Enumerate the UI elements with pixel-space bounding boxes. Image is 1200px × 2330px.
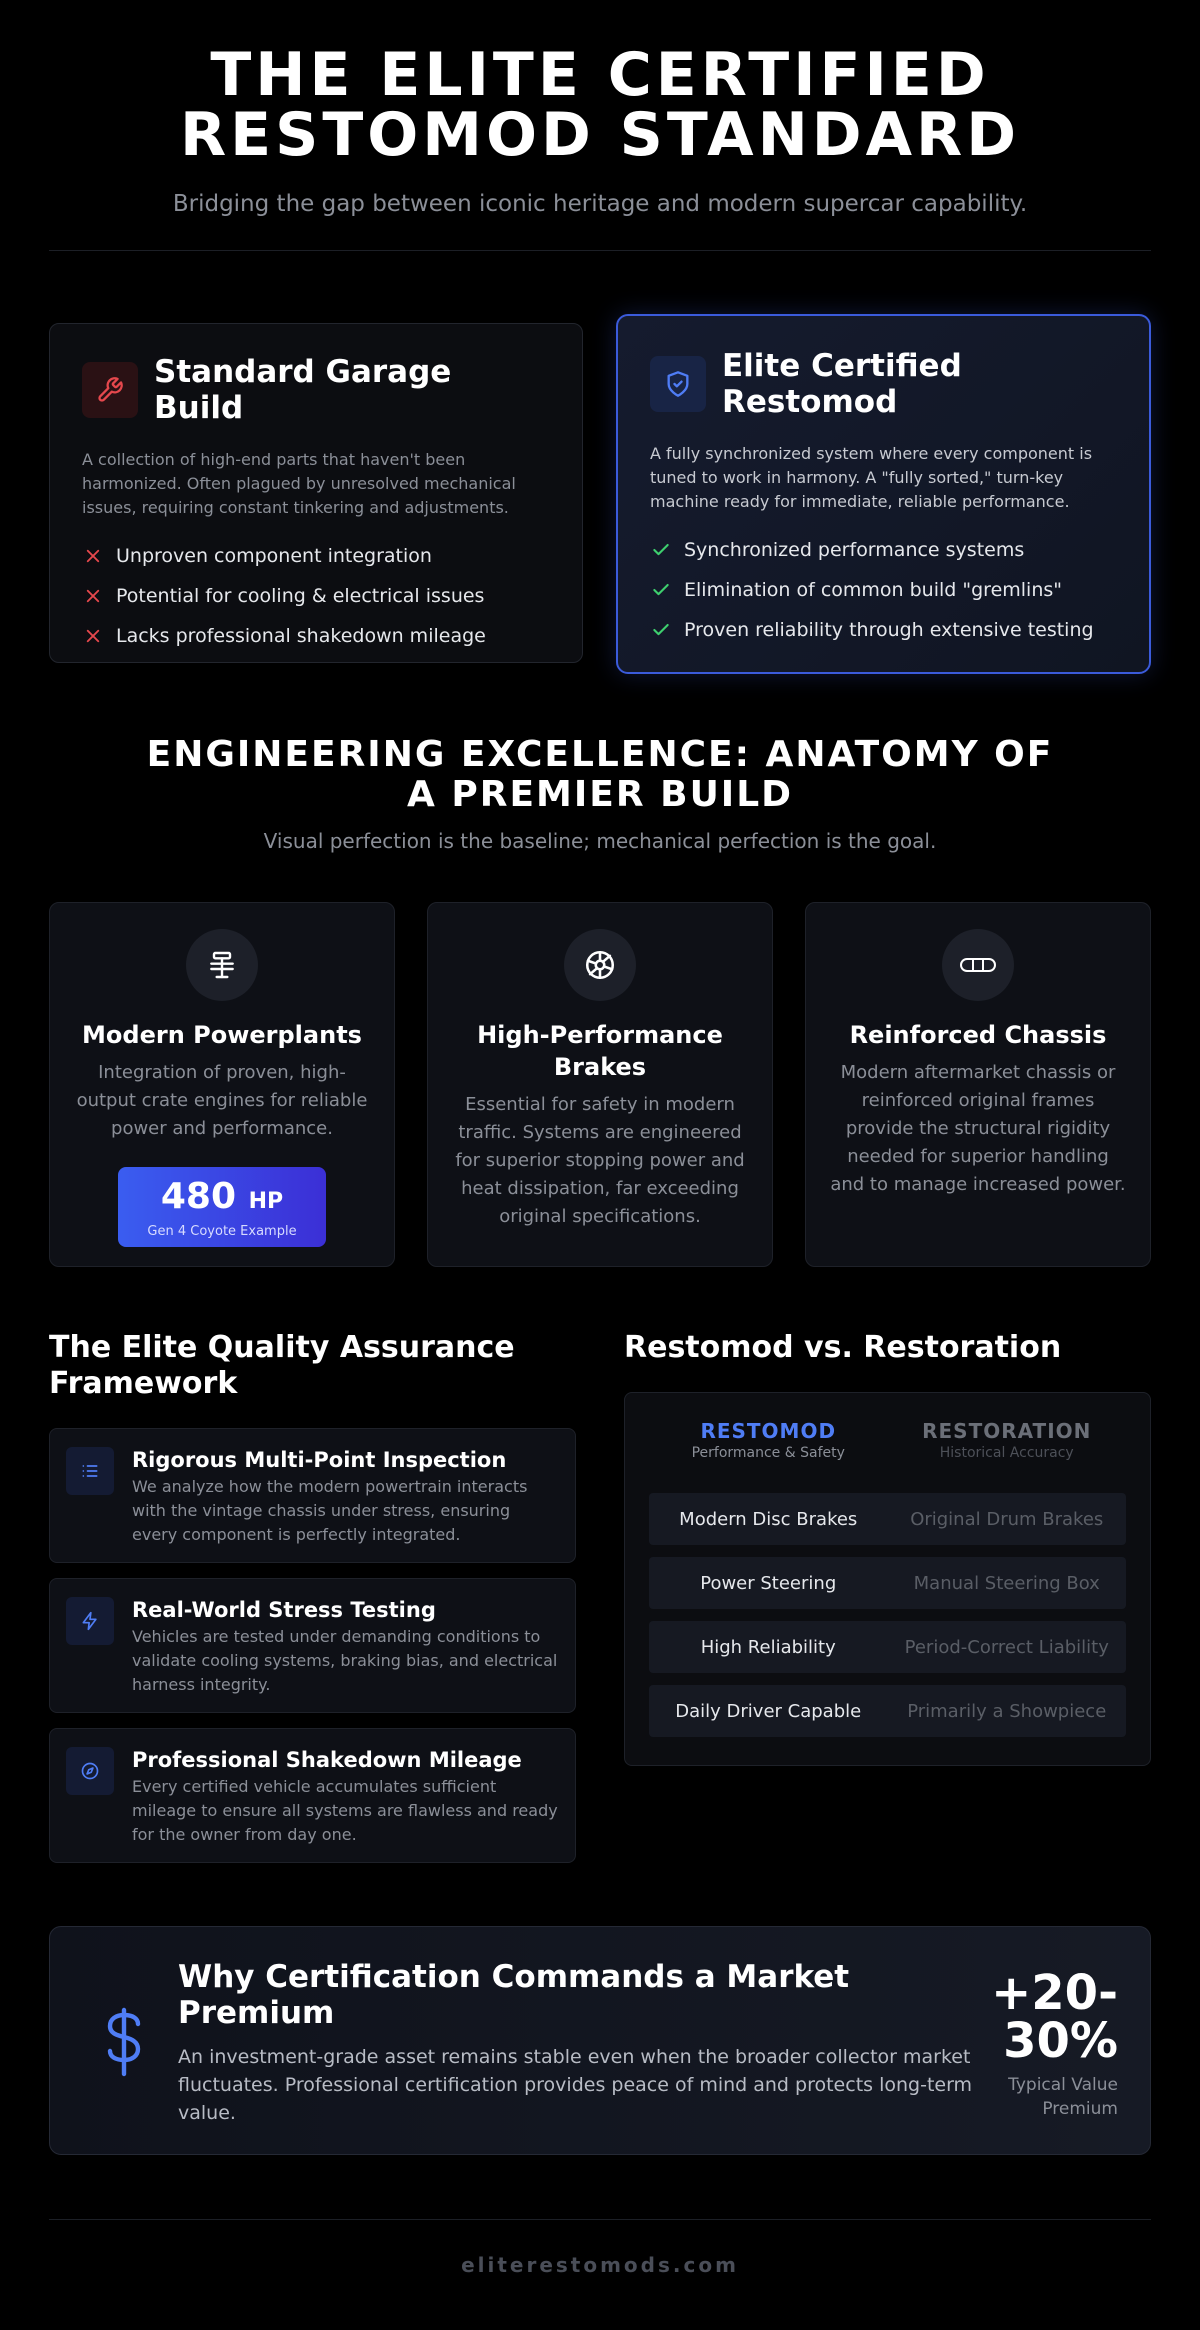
premium-stat [991,1965,1118,2121]
qa-item-description: Vehicles are tested under demanding conditions to validate cooling systems, braking bias, and electrical harness integrity. [132,1627,558,1694]
restoration-column-sub: Historical Accuracy [939,1445,1074,1461]
feature-title: Reinforced Chassis [849,1021,1107,1049]
list-item-text: Unproven component integration [116,545,432,567]
checklist-icon [66,1447,114,1495]
qa-item-stress-testing [49,1578,576,1713]
page-header [0,0,1200,217]
qa-item-description: Every certified vehicle accumulates sufficient mileage to ensure all systems are flawless and ready for the owner from day one. [132,1777,558,1844]
elite-restomod-list [650,530,1117,650]
lightning-icon [66,1597,114,1645]
horsepower-unit: HP [248,1189,284,1214]
horsepower-note: Gen 4 Coyote Example [147,1224,297,1239]
feature-cards [49,902,1151,1267]
elite-restomod-card [616,314,1151,674]
premium-stat-label-line-2: Premium [1042,2099,1118,2119]
feature-card-chassis [805,902,1151,1267]
premium-stat-label [991,2073,1118,2121]
list-item-text: Elimination of common build "gremlins" [684,579,1063,601]
restoration-column-label: RESTORATION [922,1419,1092,1443]
restomod-cell: High Reliability [700,1636,836,1658]
check-icon [650,579,672,601]
list-item [82,576,550,616]
restoration-cell: Period-Correct Liability [904,1636,1109,1658]
qa-item-title: Professional Shakedown Mileage [132,1748,522,1772]
market-premium-description: An investment-grade asset remains stable even when the broader collector market fluctuates. Professional certification provides peace of mind and protects long-term value. [178,2046,973,2124]
x-icon [82,545,104,567]
restomod-cell: Modern Disc Brakes [679,1508,858,1530]
list-item-text: Synchronized performance systems [684,539,1025,561]
elite-restomod-description: A fully synchronized system where every component is tuned to work in harmony. A "fully sorted," turn-key machine ready for immediate, reliable performance. [650,444,1093,511]
check-icon [650,619,672,641]
footer-domain-link[interactable]: eliterestomods.com [461,2253,739,2277]
market-premium-card [49,1926,1151,2155]
standard-build-list [82,536,550,656]
table-row [649,1557,1126,1609]
quality-assurance-title: The Elite Quality Assurance Framework [49,1330,515,1401]
engineering-subtitle: Visual perfection is the baseline; mechanical perfection is the goal. [263,829,937,853]
compass-icon [66,1747,114,1795]
page-subtitle: Bridging the gap between iconic heritage and modern supercar capability. [172,191,1028,217]
restomod-cell: Power Steering [700,1572,837,1594]
engineering-title: ENGINEERING EXCELLENCE: ANATOMY OF A PREMIER BUILD [146,734,1054,815]
list-item-text: Potential for cooling & electrical issues [116,585,485,607]
x-icon [82,585,104,607]
restomod-column-label: RESTOMOD [700,1419,837,1443]
list-item [82,616,550,656]
list-item [650,570,1117,610]
comparison-table [624,1392,1151,1766]
feature-description: Modern aftermarket chassis or reinforced original frames provide the structural rigidity needed for superior handling and to manage increased power. [830,1062,1126,1195]
qa-item-title: Rigorous Multi-Point Inspection [132,1448,507,1472]
table-row [649,1493,1126,1545]
restomod-column-sub: Performance & Safety [691,1445,845,1461]
list-item-text: Lacks professional shakedown mileage [116,625,486,647]
standard-build-description: A collection of high-end parts that haven't been harmonized. Often plagued by unresolved mechanical issues, requiring constant tinkering and adjustments. [82,450,516,517]
comparison-table-header [649,1419,1126,1461]
list-item [650,610,1117,650]
restomod-vs-restoration-section [624,1330,1151,1766]
qa-item-title: Real-World Stress Testing [132,1598,436,1622]
table-row [649,1685,1126,1737]
quality-assurance-section [49,1330,576,1863]
qa-item-shakedown [49,1728,576,1863]
market-premium-title: Why Certification Commands a Market Premium [178,1959,850,2031]
header-divider [49,250,1151,251]
qa-item-description: We analyze how the modern powertrain interacts with the vintage chassis under stress, ensuring every component is perfectly integrated. [132,1477,528,1544]
premium-stat-label-line-1: Typical Value [1008,2075,1118,2095]
standard-build-title: Standard Garage Build [154,354,452,426]
x-icon [82,625,104,647]
page-title-line-2: RESTOMOD STANDARD [179,100,1021,170]
feature-title: High-Performance Brakes [477,1021,723,1081]
feature-card-powerplants [49,902,395,1267]
horsepower-badge [118,1167,326,1247]
engine-icon [186,929,258,1001]
brake-disc-icon [564,929,636,1001]
page-title [0,40,1200,170]
wrench-icon [82,362,138,418]
feature-description: Essential for safety in modern traffic. Systems are engineered for superior stopping power and heat dissipation, far exceeding original specifications. [455,1094,745,1227]
list-item-text: Proven reliability through extensive testing [684,619,1094,641]
premium-stat-value [991,1965,1118,2069]
list-item [82,536,550,576]
restoration-cell: Primarily a Showpiece [907,1700,1107,1722]
elite-restomod-title: Elite Certified Restomod [722,348,962,420]
feature-description: Integration of proven, high-output crate engines for reliable power and performance. [76,1062,368,1139]
page-title-line-1: THE ELITE CERTIFIED [210,40,990,110]
restomod-vs-restoration-title: Restomod vs. Restoration [624,1330,1062,1365]
premium-stat-value-line-1: +20- [991,1965,1118,2021]
list-item [650,530,1117,570]
table-row [649,1621,1126,1673]
footer-divider [49,2219,1151,2220]
feature-title: Modern Powerplants [82,1021,362,1049]
feature-card-brakes [427,902,773,1267]
engineering-header [0,735,1200,853]
comparison-section [49,323,1151,674]
dollar-icon [88,1999,160,2085]
restoration-cell: Manual Steering Box [913,1572,1100,1594]
premium-stat-value-line-2: 30% [1003,2013,1118,2069]
qa-item-inspection [49,1428,576,1563]
horsepower-value: 480 [160,1176,237,1217]
chassis-icon [942,929,1014,1001]
check-icon [650,539,672,561]
shield-check-icon [650,356,706,412]
restoration-cell: Original Drum Brakes [910,1508,1104,1530]
restomod-cell: Daily Driver Capable [675,1700,862,1722]
standard-build-card [49,323,583,663]
